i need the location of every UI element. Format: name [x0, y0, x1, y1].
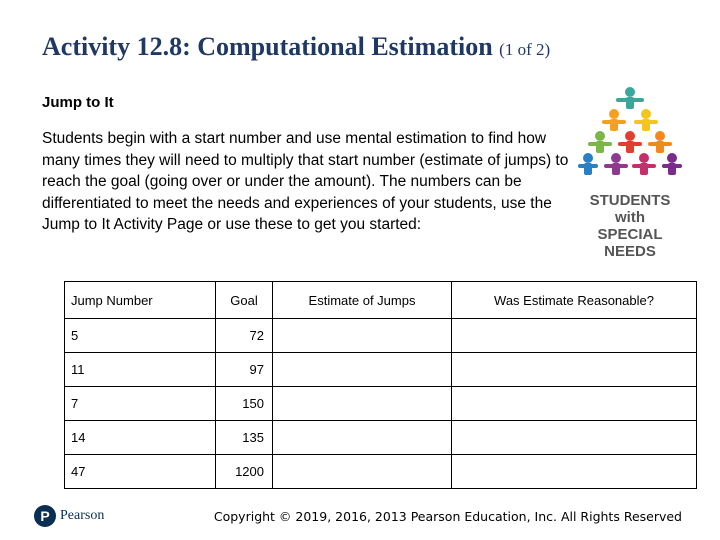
pearson-icon: P: [34, 505, 56, 527]
pearson-logo: [34, 505, 104, 527]
table-row: [65, 421, 697, 455]
title-main: Activity 12.8: Computational Estimation: [42, 32, 493, 61]
jump-cell: 5: [65, 319, 216, 353]
header-reasonable: Was Estimate Reasonable?: [452, 282, 697, 319]
estimate-cell: [273, 387, 452, 421]
table-row: [65, 455, 697, 489]
reasonable-cell: [452, 387, 697, 421]
goal-cell: 1200: [216, 455, 273, 489]
reasonable-cell: [452, 353, 697, 387]
body-paragraph: Students begin with a start number and use mental estimation to find how many times they will need to multiply that start number (estimate of jumps) to reach the goal (going over or under the amount). The numbers can be differentiated to meet the needs and experiences of your students, use the Jump to It Activity Page or use these to get you started:: [42, 130, 569, 233]
reasonable-cell: [452, 319, 697, 353]
estimate-cell: [273, 319, 452, 353]
header-goal: Goal: [216, 282, 273, 319]
jump-cell: 11: [65, 353, 216, 387]
estimate-cell: [273, 421, 452, 455]
jump-table: [64, 281, 697, 489]
jump-cell: 47: [65, 455, 216, 489]
subheading: Jump to It: [42, 94, 114, 111]
copyright-notice: Copyright © 2019, 2016, 2013 Pearson Education, Inc. All Rights Reserved: [213, 509, 682, 524]
header-estimate: Estimate of Jumps: [273, 282, 452, 319]
page-title: [42, 32, 550, 62]
logo-line-4: NEEDS: [604, 243, 656, 260]
reasonable-cell: [452, 421, 697, 455]
pearson-wordmark: Pearson: [60, 508, 105, 523]
goal-cell: 150: [216, 387, 273, 421]
table-row: [65, 387, 697, 421]
logo-line-3: SPECIAL: [597, 226, 663, 243]
title-suffix: (1 of 2): [499, 40, 551, 59]
people-pyramid-icon: [578, 84, 682, 184]
jump-cell: 7: [65, 387, 216, 421]
table-row: [65, 353, 697, 387]
logo-caption: [578, 192, 682, 260]
goal-cell: 97: [216, 353, 273, 387]
students-with-special-needs-logo: [578, 84, 682, 262]
estimate-cell: [273, 455, 452, 489]
table-header-row: [65, 282, 697, 319]
header-jump-number: Jump Number: [65, 282, 216, 319]
goal-cell: 135: [216, 421, 273, 455]
jump-cell: 14: [65, 421, 216, 455]
logo-line-2: with: [615, 209, 645, 226]
estimate-cell: [273, 353, 452, 387]
table-row: [65, 319, 697, 353]
logo-line-1: STUDENTS: [589, 192, 671, 209]
goal-cell: 72: [216, 319, 273, 353]
reasonable-cell: [452, 455, 697, 489]
